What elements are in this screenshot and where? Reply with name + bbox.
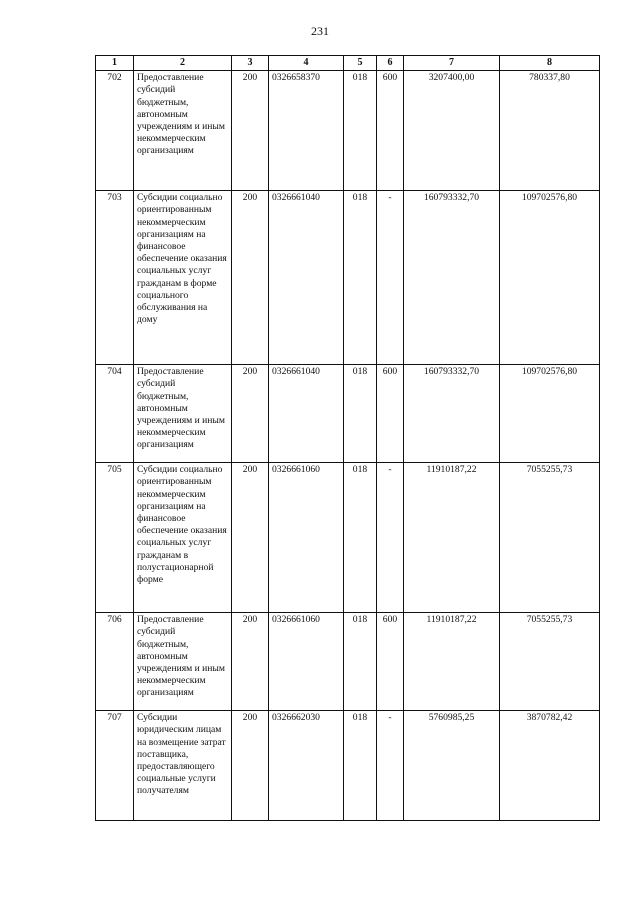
header-cell: 7	[404, 56, 500, 71]
row-amount-8: 3870782,42	[500, 711, 600, 821]
row-amount-8: 109702576,80	[500, 191, 600, 365]
row-name: Субсидии социально ориентированным некоммерческим организациям на финансовое обеспечение оказания социальных услуг гражданам в форме социального обслуживания на дому	[134, 191, 232, 365]
row-code: 200	[232, 463, 269, 613]
row-section-code: 018	[344, 463, 377, 613]
header-cell: 6	[377, 56, 404, 71]
table-header-row	[96, 56, 600, 71]
row-number: 703	[96, 191, 134, 365]
row-target-code: 0326658370	[269, 71, 344, 191]
row-amount-8: 7055255,73	[500, 463, 600, 613]
table-row	[96, 613, 600, 711]
row-section-code: 018	[344, 191, 377, 365]
header-cell: 1	[96, 56, 134, 71]
table-row	[96, 191, 600, 365]
row-expense-type: 600	[377, 365, 404, 463]
row-number: 705	[96, 463, 134, 613]
row-amount-7: 11910187,22	[404, 613, 500, 711]
row-section-code: 018	[344, 711, 377, 821]
row-target-code: 0326661040	[269, 365, 344, 463]
row-amount-7: 5760985,25	[404, 711, 500, 821]
row-name: Субсидии социально ориентированным некоммерческим организациям на финансовое обеспечение оказания социальных услуг гражданам в полустационарной форме	[134, 463, 232, 613]
row-code: 200	[232, 191, 269, 365]
budget-table	[95, 55, 600, 821]
row-amount-7: 11910187,22	[404, 463, 500, 613]
row-expense-type: 600	[377, 613, 404, 711]
header-cell: 5	[344, 56, 377, 71]
row-target-code: 0326661060	[269, 463, 344, 613]
row-section-code: 018	[344, 365, 377, 463]
row-amount-7: 3207400,00	[404, 71, 500, 191]
header-cell: 8	[500, 56, 600, 71]
header-cell: 2	[134, 56, 232, 71]
header-cell: 3	[232, 56, 269, 71]
table-row	[96, 711, 600, 821]
row-target-code: 0326661040	[269, 191, 344, 365]
row-target-code: 0326662030	[269, 711, 344, 821]
row-amount-8: 7055255,73	[500, 613, 600, 711]
row-target-code: 0326661060	[269, 613, 344, 711]
row-amount-7: 160793332,70	[404, 365, 500, 463]
row-amount-8: 109702576,80	[500, 365, 600, 463]
row-expense-type: -	[377, 711, 404, 821]
row-amount-7: 160793332,70	[404, 191, 500, 365]
row-section-code: 018	[344, 71, 377, 191]
row-number: 702	[96, 71, 134, 191]
table-row	[96, 365, 600, 463]
table-row	[96, 463, 600, 613]
row-amount-8: 780337,80	[500, 71, 600, 191]
row-name: Субсидии юридическим лицам на возмещение затрат поставщика, предоставляющего социальные услуги получателям	[134, 711, 232, 821]
page-number: 231	[311, 24, 329, 38]
row-code: 200	[232, 71, 269, 191]
row-number: 704	[96, 365, 134, 463]
row-code: 200	[232, 613, 269, 711]
row-code: 200	[232, 365, 269, 463]
table-row	[96, 71, 600, 191]
row-number: 707	[96, 711, 134, 821]
row-name: Предоставление субсидий бюджетным, автономным учреждениям и иным некоммерческим организациям	[134, 71, 232, 191]
row-expense-type: -	[377, 463, 404, 613]
row-expense-type: -	[377, 191, 404, 365]
row-expense-type: 600	[377, 71, 404, 191]
row-name: Предоставление субсидий бюджетным, автономным учреждениям и иным некоммерческим организациям	[134, 613, 232, 711]
header-cell: 4	[269, 56, 344, 71]
row-number: 706	[96, 613, 134, 711]
row-code: 200	[232, 711, 269, 821]
row-section-code: 018	[344, 613, 377, 711]
row-name: Предоставление субсидий бюджетным, автономным учреждениям и иным некоммерческим организациям	[134, 365, 232, 463]
